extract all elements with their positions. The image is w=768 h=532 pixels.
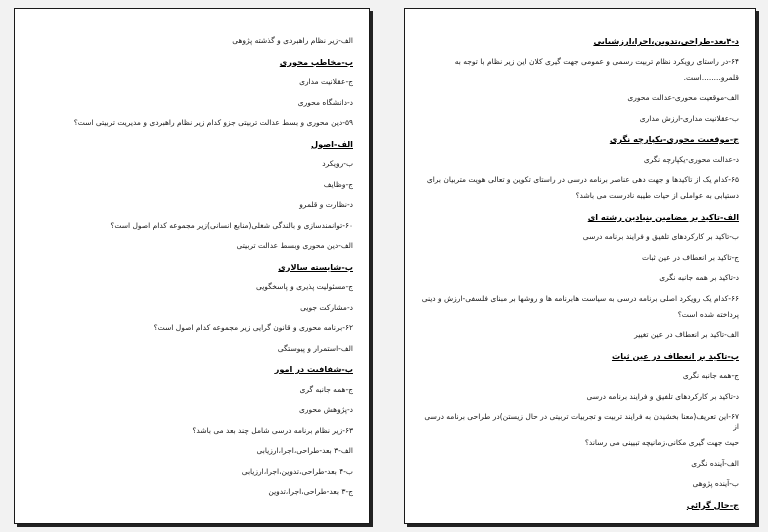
- text-line: ج-عقلانیت مداری: [299, 77, 353, 86]
- answer-heading: ج-موقعیت محوری-یکپارچه نگری: [609, 134, 739, 144]
- text-line: ب-تاکید بر کارکردهای تلفیق و فرایند برنامه درسی: [582, 232, 739, 241]
- text-line: د-دانشگاه محوری: [297, 97, 353, 107]
- text-line: ب-عقلانیت مداری-ارزش مداری: [639, 113, 739, 123]
- text-line: د-تاکید بر کارکردهای تلفیق و فرایند برنامه درسی: [586, 391, 739, 401]
- text-line: ب-۴ بعد-طراحی،تدوین،اجرا،ارزیابی: [241, 466, 353, 476]
- question-line: ۵۹-دین محوری و بسط عدالت تربیتی جزو کدام زیر نظام راهبردی و مدیریت تربیتی است؟: [73, 118, 353, 127]
- question-line: پرداخته شده است؟: [677, 309, 739, 319]
- text-line: د-پژوهش محوری: [298, 405, 353, 414]
- text-line: الف-زیر نظام راهبردی و گذشته پژوهی: [232, 36, 353, 45]
- question-line: دستیابی به عواملی از حیات طیبه نادرست می باشد؟: [575, 191, 739, 200]
- text-line: الف-استمرار و پیوستگی: [277, 343, 353, 353]
- text-line: الف-تاکید بر انعطاف در عین تغییر: [634, 330, 739, 339]
- question-line: ۶۴-در راستای رویکرد نظام تربیت رسمی و عمومی جهت گیری کلان این زیر نظام با توجه به: [454, 56, 739, 66]
- question-line: حیث جهت گیری مکانی،زمانیچه تبیینی می رساند؟: [584, 438, 739, 447]
- text-line: ب-آینده پژوهی: [692, 479, 739, 488]
- text-line: ج-همه جانبه نگری: [682, 371, 739, 380]
- text-line: ج-همه جانبه گری: [299, 384, 353, 394]
- text-line: الف-آینده نگری: [691, 458, 739, 468]
- text-line: ج-تاکید بر انعطاف در عین ثبات: [642, 252, 739, 262]
- page-text-right: [421, 36, 739, 510]
- text-line: ج-مسئولیت پذیری و پاسخگویی: [255, 282, 353, 291]
- text-line: د-عدالت محوری-یکپارچه نگری: [643, 154, 739, 164]
- answer-heading: ب-شفافیت در امور: [274, 364, 353, 374]
- text-line: ج-وظایف: [323, 179, 353, 189]
- question-line: ۶۵-کدام یک از تاکیدها و جهت دهی عناصر برنامه درسی در راستای تکوین و تعالی هویت متربیان برای: [426, 175, 739, 184]
- question-line: ۶۳-زیر نظام برنامه درسی شامل چند بعد می باشد؟: [192, 425, 353, 435]
- text-line: د-تاکید بر همه جانبه نگری: [659, 273, 739, 282]
- answer-heading: ج-حال گرائی: [686, 499, 739, 510]
- text-line: د-مشارکت جویی: [300, 302, 353, 312]
- document-page-right: [404, 8, 756, 524]
- text-line: ج-۳ بعد-طراحی،اجرا،تدوین: [268, 487, 353, 496]
- text-line: الف-۳ بعد-طراحی،اجرا،ارزیابی: [256, 446, 353, 455]
- answer-heading: ب-مخاطب محوری: [279, 56, 353, 67]
- answer-heading: ب-تاکید بر انعطاف در عین ثبات: [611, 350, 739, 361]
- page-text-left: [31, 36, 353, 497]
- question-line: ۶۶-کدام یک رویکرد اصلی برنامه درسی به سیاست هابرنامه ها و روشها بر مبنای فلسفی-ارزش و دینی: [421, 293, 739, 303]
- question-line: ۶۲-برنامه محوری و قانون گرایی زیر مجموعه کدام اصول است؟: [153, 323, 353, 332]
- answer-heading: ب-شایسته سالاری: [278, 261, 353, 272]
- text-line: الف-موقعیت محوری-عدالت محوری: [627, 93, 739, 102]
- text-line: الف-دین محوری وبسط عدالت تربیتی: [236, 241, 353, 250]
- answer-heading: د-۴بعد-طراحی،تدوین،اجرا،ارزشیابی: [593, 36, 739, 46]
- answer-heading: الف-اصول: [311, 138, 353, 149]
- question-line: قلمرو........است.: [683, 72, 739, 82]
- text-line: د-نظارت و قلمرو: [299, 200, 353, 209]
- document-page-left: [14, 8, 370, 524]
- question-line: ۶۰-توانمندسازی و بالندگی شغلی(منابع انسانی)زیر مجموعه کدام اصول است؟: [110, 220, 353, 230]
- question-line: ۶۷-این تعریف(معنا بخشیدن به فرایند تربیت و تجربیات تربیتی در حال زیستن)در طراحی برنامه درسی از: [424, 412, 739, 431]
- answer-heading: الف-تاکید بر مضامین بنیادین رشته ای: [587, 211, 739, 222]
- text-line: ب-رویکرد: [322, 159, 353, 168]
